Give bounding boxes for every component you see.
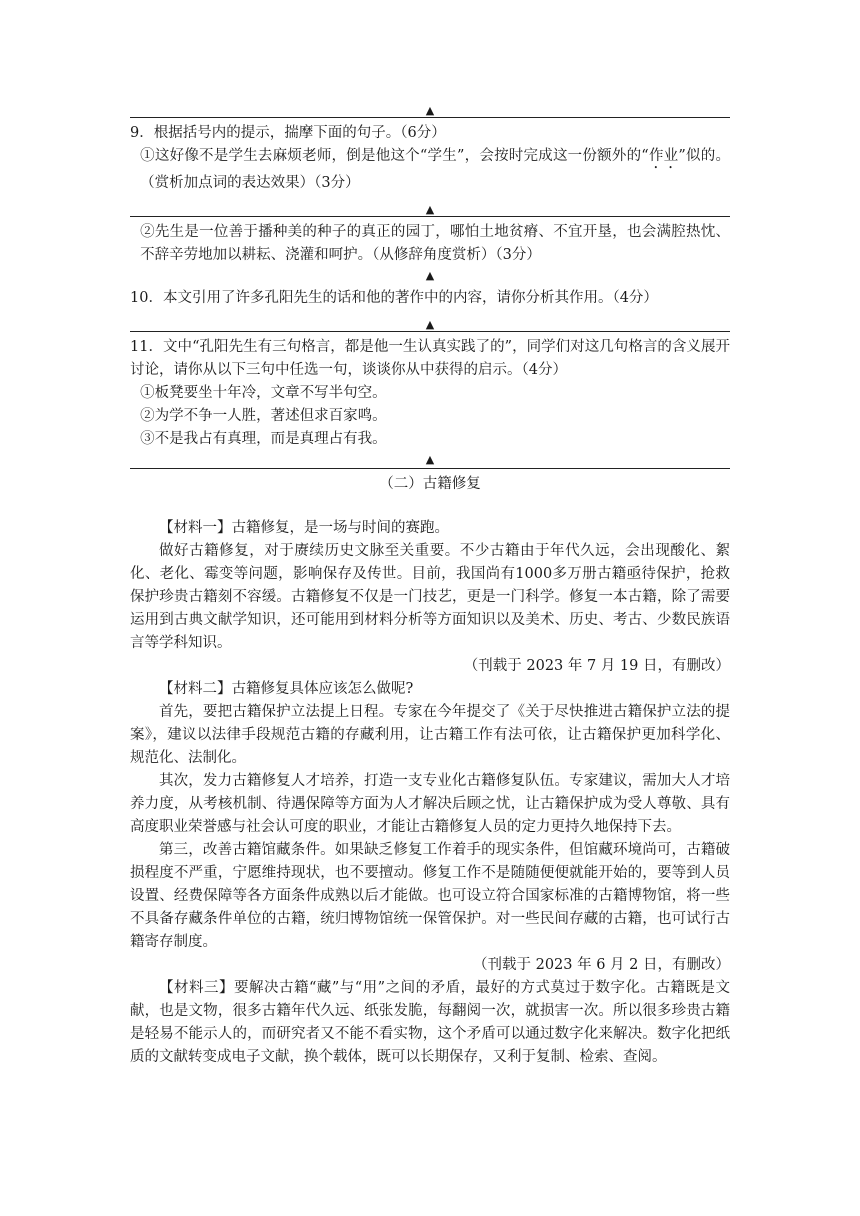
exam-page bbox=[130, 96, 730, 1069]
q9-item1-text-b: ”似的。（赏析加点词的表达效果）（3分） bbox=[140, 148, 730, 191]
material1-source: （刊载于 2023 年 7 月 19 日，有删改） bbox=[463, 658, 730, 674]
triangle-icon: ▲ bbox=[425, 269, 435, 282]
triangle-icon: ▲ bbox=[425, 318, 435, 331]
material2-p3: 第三，改善古籍馆藏条件。如果缺乏修复工作着手的现实条件，但馆藏环境尚可，古籍破损程度不严重，宁愿维持现状，也不要擅动。修复工作不是随随便便就能开始的，要等到人员设置、经费保障等各方面条件成熟以后才能做。也可设立符合国家标准的古籍博物馆，将一些不具备存藏条件单位的古籍，统归博物馆统一保管保护。对一些民间存藏的古籍，也可试行古籍寄存制度。 bbox=[130, 842, 730, 950]
material2-lead: 【材料二】古籍修复具体应该怎么做呢? bbox=[159, 681, 414, 697]
material2-p1: 首先，要把古籍保护立法提上日程。专家在今年提交了《关于尽快推进古籍保护立法的提案》，建议以法律手段规范古籍的存藏利用，让古籍工作有法可依，让古籍保护更加科学化、规范化、法制化。 bbox=[130, 704, 730, 766]
answer-line bbox=[130, 451, 730, 471]
answer-line bbox=[130, 96, 730, 122]
answer-rule bbox=[130, 331, 730, 332]
q11-stem: 11．文中“孔阳先生有三句格言，都是他一生认真实践了的”，同学们对这几句格言的含义展开讨论，请你从以下三句中任选一句，谈谈你从中获得的启示。（4分） bbox=[130, 339, 730, 378]
answer-rule bbox=[130, 216, 730, 217]
material3-body: 要解决古籍“藏”与“用”之间的矛盾，最好的方式莫过于数字化。古籍既是文献，也是文物，很多古籍年代久远、纸张发脆，每翻阅一次，就损害一次。所以很多珍贵古籍是轻易不能示人的，而研究者又不能不看实物，这个矛盾可以通过数字化来解决。数字化把纸质的文献转变成电子文献，换个载体，既可以长期保存，又利于复制、检索、查阅。 bbox=[130, 980, 730, 1065]
triangle-icon: ▲ bbox=[425, 104, 435, 117]
q11-option: ③不是我占有真理，而是真理占有我。 bbox=[140, 431, 387, 447]
answer-line bbox=[130, 310, 730, 336]
triangle-icon: ▲ bbox=[425, 453, 435, 466]
q9-item1-text-a: ①这好像不是学生去麻烦老师，倒是他这个“学生”，会按时完成这一份额外的“ bbox=[140, 148, 649, 164]
triangle-icon: ▲ bbox=[425, 203, 435, 216]
q9-stem: 9．根据括号内的提示，揣摩下面的句子。（6分） bbox=[130, 125, 446, 141]
q10-stem: 10．本文引用了许多孔阳先生的话和他的著作中的内容，请你分析其作用。（4分） bbox=[130, 290, 658, 306]
answer-line bbox=[130, 267, 730, 287]
q9-item1 bbox=[130, 145, 730, 195]
section-title: （二）古籍修复 bbox=[379, 476, 481, 492]
q11-option: ①板凳要坐十年冷，文章不写半句空。 bbox=[140, 385, 387, 401]
material1-body: 做好古籍修复，对于赓续历史文脉至关重要。不少古籍由于年代久远，会出现酸化、絮化、老化、霉变等问题，影响保存及传世。目前，我国尚有1000多万册古籍亟待保护，抢救保护珍贵古籍刻不容缓。古籍修复不仅是一门技艺，更是一门科学。修复一本古籍，除了需要运用到古典文献学知识，还可能用到材料分析等方面知识以及美术、历史、考古、少数民族语言等学科知识。 bbox=[130, 543, 730, 651]
material3-lead: 【材料三】 bbox=[159, 980, 234, 996]
material3-paragraph bbox=[130, 977, 730, 1069]
answer-rule bbox=[130, 468, 730, 469]
material2-p2: 其次，发力古籍修复人才培养，打造一支专业化古籍修复队伍。专家建议，需加大人才培养力度，从考核机制、待遇保障等方面为人才解决后顾之忧，让古籍保护成为受人尊敬、具有高度职业荣誉感与社会认可度的职业，才能让古籍修复人员的定力更持久地保持下去。 bbox=[130, 773, 730, 835]
answer-rule bbox=[130, 117, 730, 118]
answer-line bbox=[130, 195, 730, 221]
q9-item2: ②先生是一位善于播种美的种子的真正的园丁，哪怕土地贫瘠、不宜开垦，也会满腔热忱、不辞辛劳地加以耕耘、浇灌和呵护。（从修辞角度赏析）（3分） bbox=[140, 224, 730, 263]
material2-source: （刊载于 2023 年 6 月 2 日，有删改） bbox=[472, 957, 730, 973]
q9-item1-dotted-word: 作业 bbox=[648, 148, 679, 164]
q11-option: ②为学不争一人胜，著述但求百家鸣。 bbox=[140, 408, 387, 424]
material1-lead: 【材料一】古籍修复，是一场与时间的赛跑。 bbox=[159, 520, 449, 536]
